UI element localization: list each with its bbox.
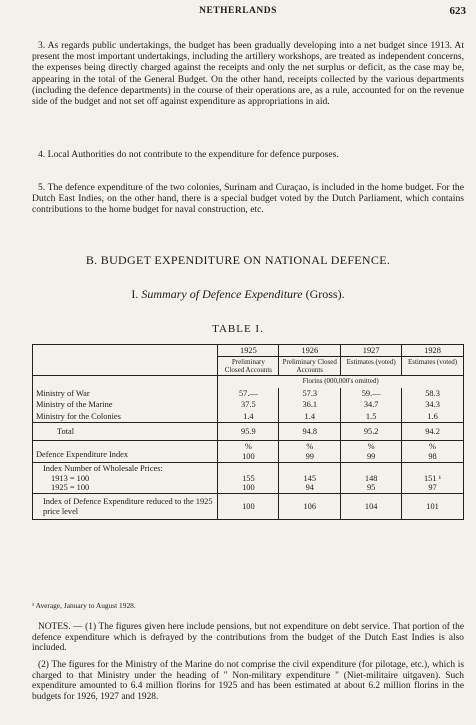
- wholesale-value: 151 ¹: [423, 473, 442, 483]
- note-1: NOTES. — (1) The figures given here include pensions, but not expenditure on debt service. That portion of the defence expenditure which is defrayed by the contributions from the budget of the Dutch East Indies is also included.: [32, 622, 464, 654]
- unit-label: %: [244, 442, 252, 452]
- column-subheader: Preliminary Closed Accounts: [279, 357, 341, 376]
- section-heading-b: B. BUDGET EXPENDITURE ON NATIONAL DEFENCE.: [85, 253, 391, 267]
- table-header-row: [33, 345, 464, 357]
- wholesale-value: 100: [242, 483, 255, 493]
- wholesale-value: 155: [242, 473, 255, 483]
- table-cell: 106: [279, 494, 341, 520]
- unit-label: %: [429, 442, 437, 452]
- table-cell: 36.1: [279, 399, 341, 410]
- table-cell: [402, 441, 464, 463]
- column-subheader: Estimates (voted): [402, 357, 464, 376]
- table-row-total: [33, 423, 464, 441]
- row-label: Ministry of the Marine: [33, 399, 218, 410]
- section-heading-i: [0, 287, 476, 302]
- defence-expenditure-table: [32, 344, 464, 520]
- wholesale-label: Index Number of Wholesale Prices:: [43, 464, 163, 474]
- table-cell: 58.3: [402, 388, 464, 399]
- wholesale-value: 145: [303, 473, 317, 483]
- year-header: 1926: [279, 345, 341, 357]
- table-cell: [341, 441, 402, 463]
- section-i-suffix: (Gross).: [305, 287, 345, 301]
- table-cell: 101: [402, 494, 464, 520]
- index-value: 100: [242, 451, 255, 461]
- paragraph-5: 5. The defence expenditure of the two colonies, Surinam and Curaçao, is included in the home budget. For the Dutch East Indies, on the other hand, there is a special budget voted by the Dutch Parliament, which contains contributions to the home budget for naval construction, etc.: [32, 182, 464, 216]
- index-value: 99: [305, 451, 314, 461]
- table-cell: [279, 463, 341, 494]
- table-cell: [218, 441, 279, 463]
- table-cell: 94.2: [402, 423, 464, 441]
- unit-label: %: [306, 442, 314, 452]
- paragraph-3: 3. As regards public undertakings, the budget has been gradually developing into a net budget since 1913. At present the most important undertakings, including the artillery workshops, are treated as independent concerns, the expenses being directly charged against the receipts and only the net surplus or deficit, as the case may be, appearing in the total of the General Budget. On the other hand, receipts collected by the various departments (including the defence departments) in the course of their operations are, as a rule, accounted for on the revenue side of the budget and not set off against expenditure as appropriations in aid.: [32, 40, 464, 108]
- wholesale-value: 94: [305, 483, 314, 493]
- wholesale-sublabel: 1913 = 100: [51, 473, 90, 483]
- header-title: NETHERLANDS: [199, 6, 277, 16]
- table-cell: [279, 441, 341, 463]
- table-cell: 37.5: [218, 399, 279, 410]
- year-header: 1927: [341, 345, 402, 357]
- row-label: Index of Defence Expenditure reduced to the 1925 price level: [33, 494, 218, 520]
- row-label: Ministry for the Colonies: [33, 411, 218, 423]
- paragraph-4: 4. Local Authorities do not contribute to the expenditure for defence purposes.: [38, 149, 339, 160]
- row-label: Defence Expenditure Index: [33, 441, 218, 463]
- table-cell: 104: [341, 494, 402, 520]
- section-i-number: I.: [131, 287, 139, 301]
- table-row-wholesale: [33, 463, 464, 494]
- running-header: [0, 6, 476, 20]
- table-title: TABLE I.: [212, 323, 264, 335]
- table-cell: 1.4: [279, 411, 341, 423]
- table-row: [33, 411, 464, 423]
- row-label: Ministry of War: [33, 388, 218, 399]
- table-cell: 1.4: [218, 411, 279, 423]
- table-cell: 1.5: [341, 411, 402, 423]
- table-corner-cell: [33, 345, 218, 376]
- table-cell: 95.2: [341, 423, 402, 441]
- table-cell: 100: [218, 494, 279, 520]
- row-label-empty: [33, 376, 218, 388]
- year-header: 1928: [402, 345, 464, 357]
- wholesale-value: 97: [428, 483, 437, 493]
- unit-label: %: [367, 442, 375, 452]
- year-header: 1925: [218, 345, 279, 357]
- table-row: [33, 399, 464, 410]
- table-cell: [402, 463, 464, 494]
- table-cell: 57.3: [279, 388, 341, 399]
- table-row: [33, 388, 464, 399]
- table-cell: [218, 463, 279, 494]
- table-cell: 34.3: [402, 399, 464, 410]
- index-value: 98: [428, 451, 437, 461]
- table-row: [33, 376, 464, 388]
- table-footnote: ¹ Average, January to August 1928.: [32, 601, 136, 610]
- table-cell: 94.8: [279, 423, 341, 441]
- wholesale-sublabel: 1925 = 100: [51, 483, 90, 493]
- page-number: 623: [449, 5, 466, 17]
- wholesale-value: 148: [364, 473, 378, 483]
- table-row-defence-index: [33, 441, 464, 463]
- table-row-reduced-index: [33, 494, 464, 520]
- total-label: Total: [33, 423, 218, 441]
- table-cell: [341, 463, 402, 494]
- unit-row: Florins (000,000's omitted): [218, 376, 464, 388]
- column-subheader: Preliminary Closed Accounts: [218, 357, 279, 376]
- column-subheader: Estimates (voted): [341, 357, 402, 376]
- note-2: (2) The figures for the Ministry of the Marine do not comprise the civil expenditure (for pilotage, etc.), which is charged to that Ministry under the heading of " Non-military expenditure " (Niet-militaire uitgaven). Such expenditure amounted to 6.4 million florins for 1925 and has been estimated at about 6.2 million florins in the budgets for 1926, 1927 and 1928.: [32, 660, 464, 702]
- wholesale-cell: [33, 463, 218, 494]
- table-cell: 95.9: [218, 423, 279, 441]
- table-cell: 1.6: [402, 411, 464, 423]
- index-value: 99: [366, 451, 376, 461]
- table-cell: 34.7: [341, 399, 402, 410]
- wholesale-value: 95: [366, 483, 376, 493]
- table-cell: 59.—: [341, 388, 402, 399]
- section-i-title: Summary of Defence Expenditure: [141, 287, 303, 301]
- table-cell: 57.—: [218, 388, 279, 399]
